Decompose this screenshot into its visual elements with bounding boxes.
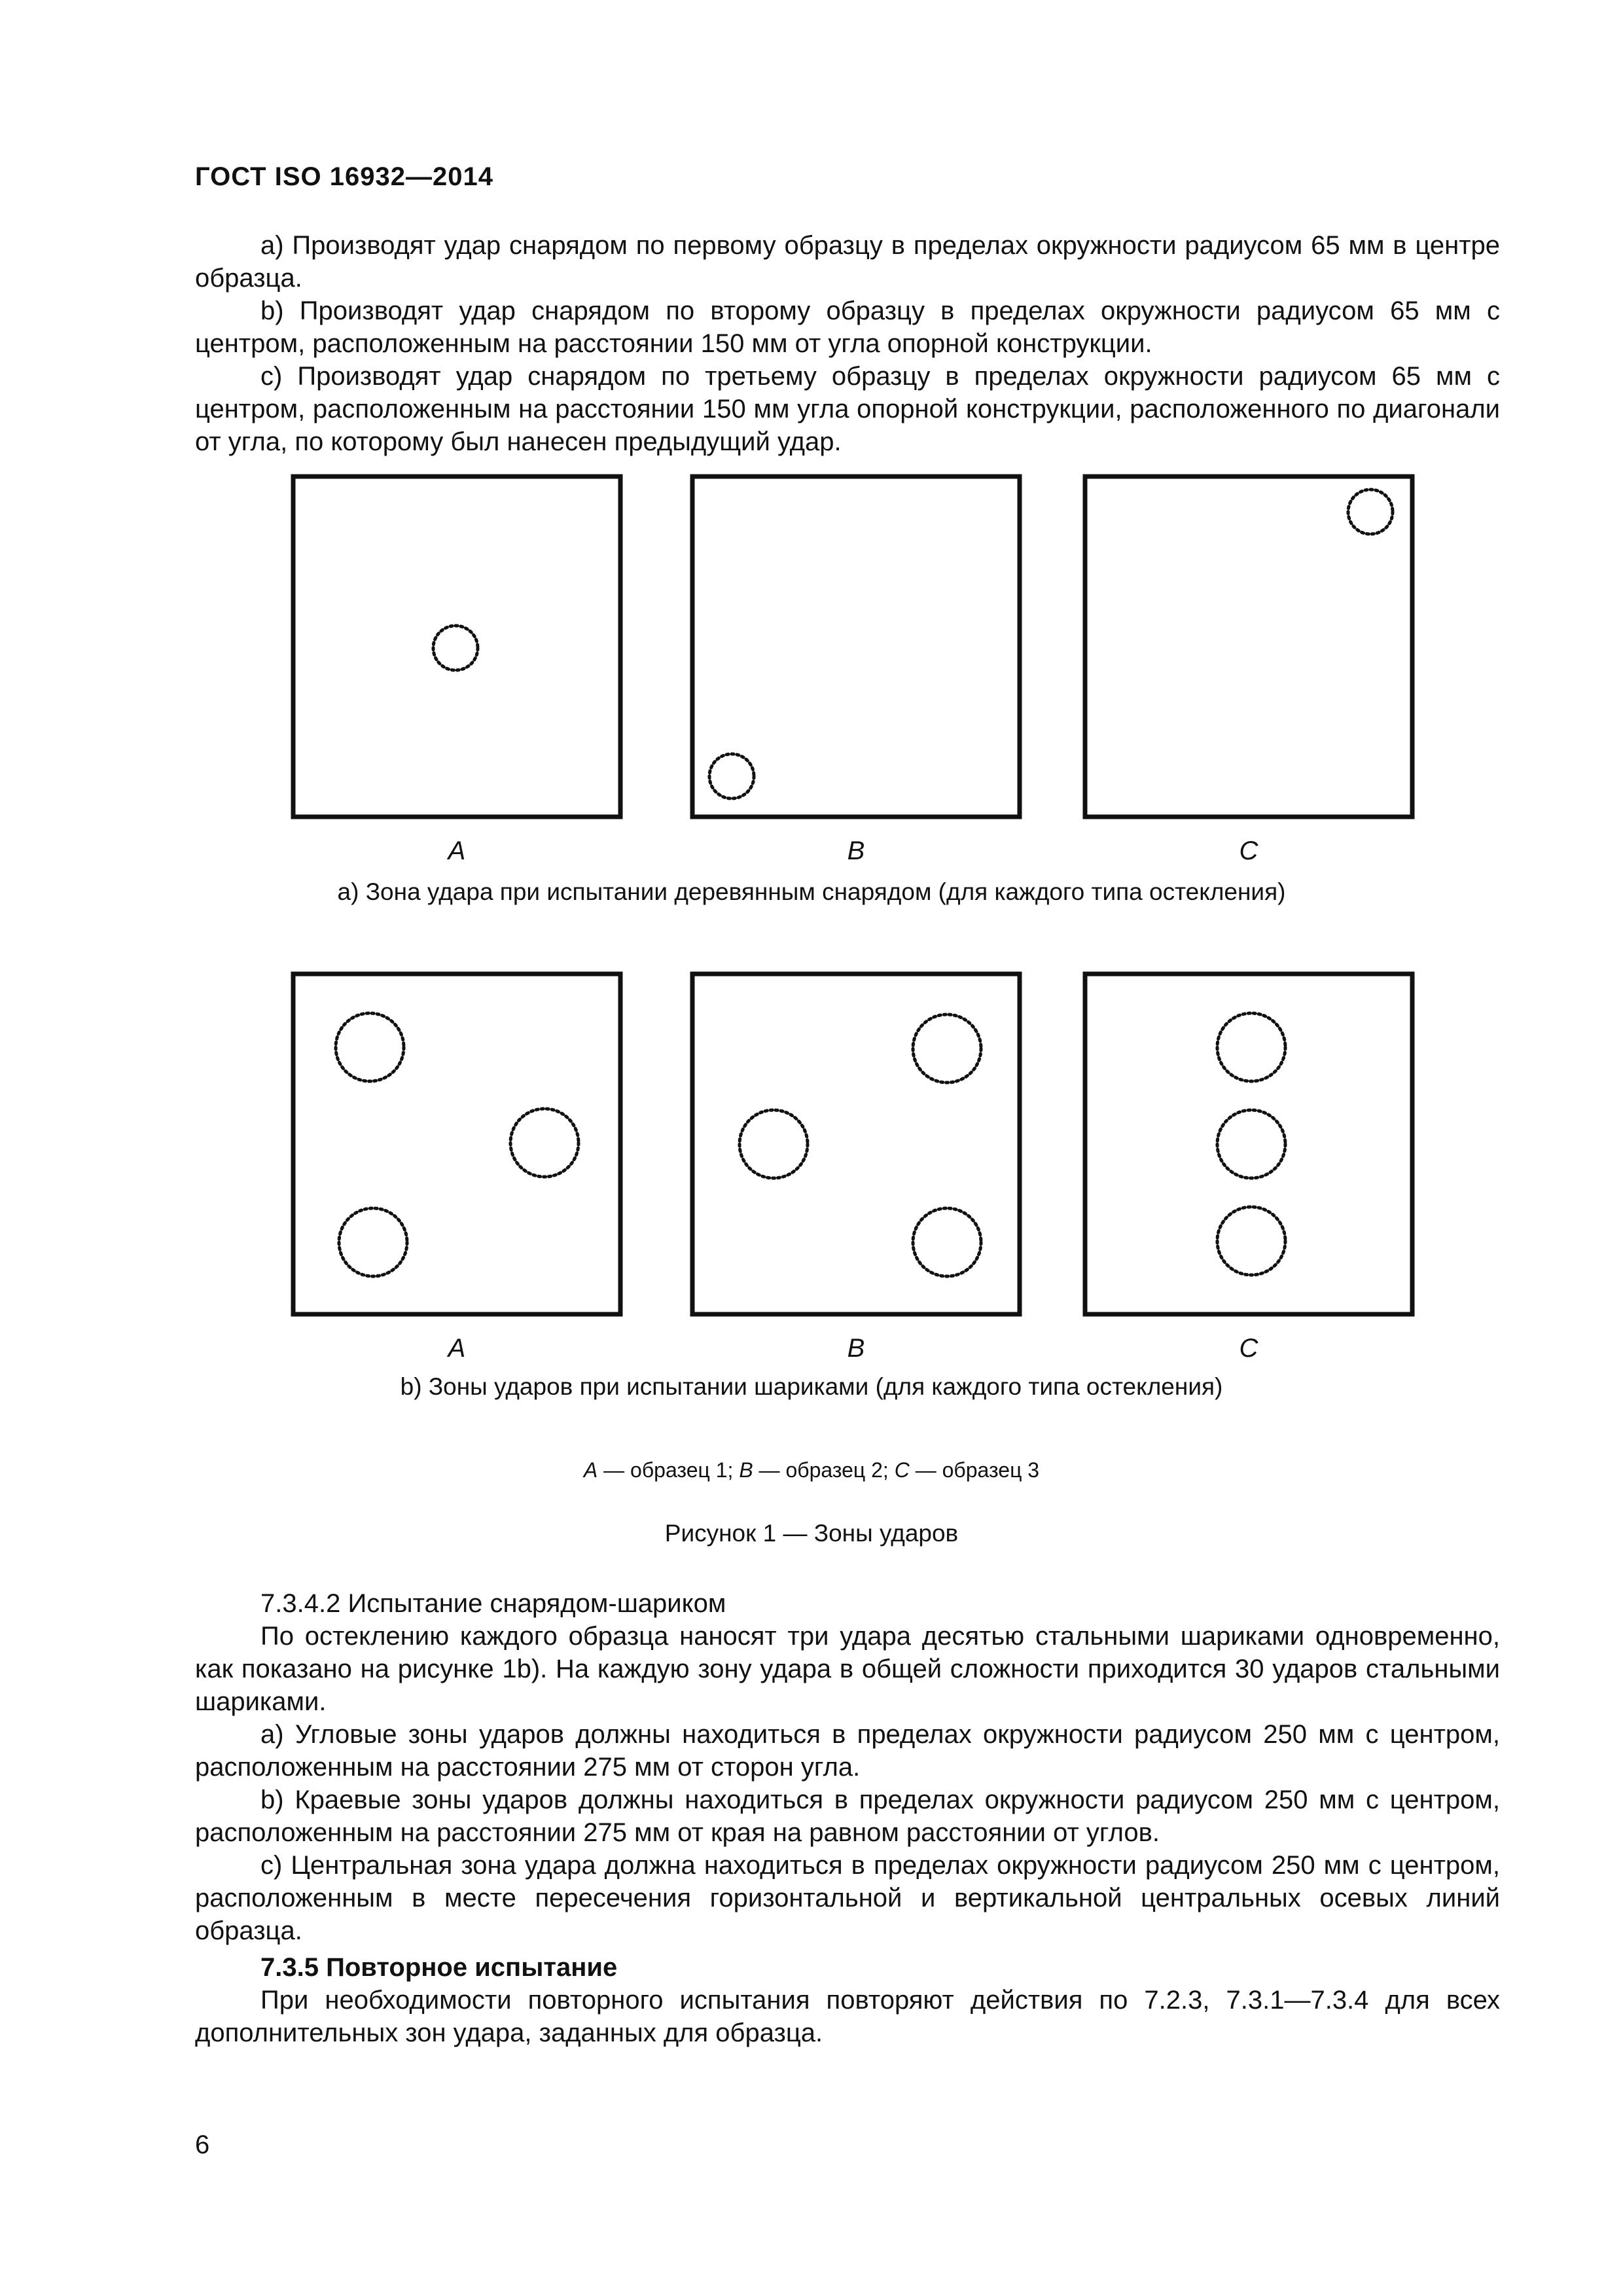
ball-zone-c2 — [1217, 1110, 1285, 1178]
ball-zone-b3 — [913, 1208, 981, 1276]
ball-zone-a3 — [339, 1208, 407, 1276]
sample-label-c-balls: C — [1239, 1334, 1258, 1363]
impact-zone-corner — [709, 754, 754, 798]
caption-b: b) Зоны ударов при испытании шариками (для каждого типа остекления) — [400, 1373, 1223, 1400]
sample-label-a: A — [448, 836, 466, 865]
ball-zone-b1 — [913, 1014, 981, 1083]
ball-zone-a1 — [336, 1013, 404, 1081]
section-7342-item-b: b) Краевые зоны ударов должны находиться в пределах окружности радиусом 250 мм с центром, расположенным на расстоянии 275 мм от края на равном расстоянии от углов. — [195, 1785, 1500, 1847]
specimen-b-frame-balls — [692, 974, 1020, 1314]
specimen-c-frame-balls — [1085, 974, 1412, 1314]
ball-zone-b2 — [740, 1110, 808, 1178]
specimen-a-frame-balls — [293, 974, 620, 1314]
impact-zone-center — [433, 626, 478, 670]
section-7342 — [195, 1587, 1500, 2049]
section-7342-intro: По остеклению каждого образца наносят три удара десятью стальными шариками одновременно, как показано на рисунке 1b). На каждую зону удара в общей сложности приходится 30 ударов стальными шариками. — [195, 1622, 1500, 1716]
sample-label-b: B — [847, 836, 865, 865]
document-header: ГОСТ ISO 16932—2014 — [195, 162, 493, 191]
intro-item-b: b) Производят удар снарядом по второму образцу в пределах окружности радиусом 65 мм с центром, расположенным на расстоянии 150 мм от угла опорной конструкции. — [195, 296, 1500, 358]
intro-item-a: а) Производят удар снарядом по первому образцу в пределах окружности радиусом 65 мм в центре образца. — [195, 231, 1500, 293]
sample-label-c: C — [1239, 836, 1258, 865]
impact-zone-opposite-corner — [1348, 490, 1393, 534]
caption-a: а) Зона удара при испытании деревянным снарядом (для каждого типа остекления) — [337, 878, 1286, 905]
specimen-b-frame — [692, 476, 1020, 817]
section-7342-item-a: а) Угловые зоны ударов должны находиться в пределах окружности радиусом 250 мм с центром, расположенным на расстоянии 275 мм от сторон угла. — [195, 1720, 1500, 1782]
section-7342-item-c: c) Центральная зона удара должна находиться в пределах окружности радиусом 250 мм с центром, расположенным в месте пересечения горизонтальной и вертикальной центральных осевых линий образца. — [195, 1851, 1500, 1945]
figure-key: A — образец 1; B — образец 2; C — образец 3 — [583, 1458, 1040, 1482]
section-735-text: При необходимости повторного испытания повторяют действия по 7.2.3, 7.3.1—7.3.4 для всех дополнительных зон удара, заданных для образца. — [195, 1986, 1500, 2047]
section-735-heading: 7.3.5 Повторное испытание — [260, 1953, 618, 1982]
section-7342-heading: 7.3.4.2 Испытание снарядом-шариком — [260, 1589, 726, 1618]
specimen-c-frame — [1085, 476, 1412, 817]
intro-item-c: c) Производят удар снарядом по третьему образцу в пределах окружности радиусом 65 мм с центром, расположенным на расстоянии 150 мм угла опорной конструкции, расположенного по диагонали от угла, по которому был нанесен предыдущий удар. — [195, 362, 1500, 456]
figure-title: Рисунок 1 — Зоны ударов — [664, 1520, 959, 1547]
sample-label-b-balls: B — [847, 1334, 865, 1363]
page-number: 6 — [195, 2130, 210, 2159]
sample-label-a-balls: A — [448, 1334, 466, 1363]
ball-zone-a2 — [510, 1109, 579, 1177]
ball-zone-c3 — [1217, 1207, 1285, 1275]
ball-zone-c1 — [1217, 1013, 1285, 1081]
specimen-a-frame — [293, 476, 620, 817]
